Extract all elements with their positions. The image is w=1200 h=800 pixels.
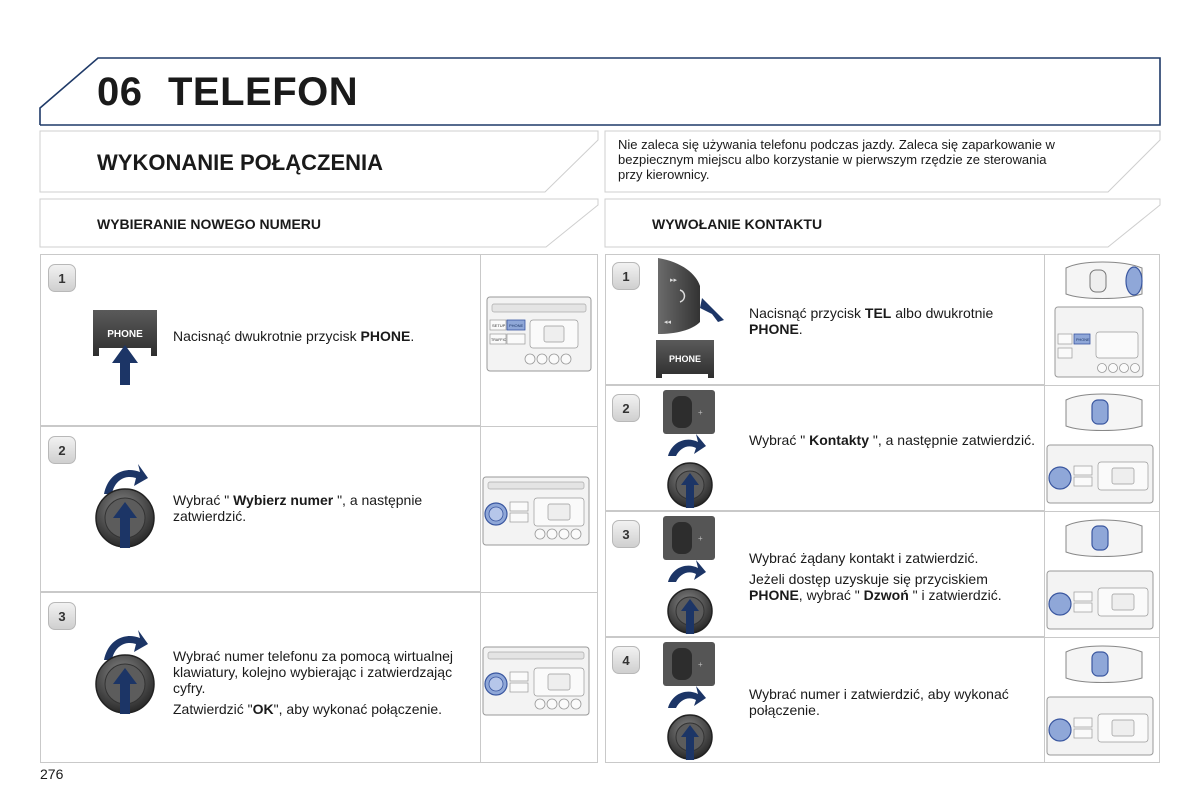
step-badge-3: 3	[612, 520, 640, 548]
warning-text: Nie zaleca się używania telefonu podczas jazdy. Zaleca się zaparkowanie w bezpiecznym miejscu albo korzystanie w pierwszym rzędzie ze sterowania przy kierownicy.	[618, 137, 1055, 182]
svg-text:PHONE: PHONE	[107, 329, 143, 340]
steering-control-thumbnail	[1062, 390, 1146, 434]
left-step-1-text: Nacisnąć dwukrotnie przycisk PHONE.	[173, 328, 415, 344]
chapter-title: TELEFON	[168, 70, 359, 114]
step-badge-1: 1	[48, 264, 76, 292]
steering-control-thumbnail	[1062, 258, 1146, 302]
right-step-1-text: Nacisnąć przycisk TEL albo dwukrotnie PHONE.	[749, 305, 994, 337]
step-badge-2: 2	[48, 436, 76, 464]
jog-dial-and-knob-icon	[660, 388, 720, 510]
left-step-2-text: Wybrać " Wybierz numer ", a następnie zatwierdzić.	[173, 492, 423, 524]
jog-dial-and-knob-icon	[660, 640, 720, 762]
svg-text:+: +	[698, 534, 703, 543]
svg-text:+: +	[698, 408, 703, 417]
left-step-3-text: Wybrać numer telefonu za pomocą wirtualnej klawiatury, kolejno wybierając i zatwierdzając cyfry. Zatwierdzić "OK", aby wykonać połączenie.	[173, 648, 454, 717]
step-badge-2: 2	[612, 394, 640, 422]
radio-panel-knob-thumbnail	[1046, 570, 1156, 632]
left-subsection-title: WYBIERANIE NOWEGO NUMERU	[97, 216, 321, 232]
step-badge-1: 1	[612, 262, 640, 290]
svg-text:PHONE: PHONE	[509, 323, 524, 328]
svg-text:+: +	[698, 660, 703, 669]
svg-text:◂◂: ◂◂	[664, 319, 672, 326]
radio-panel-phone-thumbnail	[486, 296, 592, 372]
right-subsection-title: WYWOŁANIE KONTAKTU	[652, 216, 823, 232]
step-badge-3: 3	[48, 602, 76, 630]
right-step-4-text: Wybrać numer i zatwierdzić, aby wykonać połączenie.	[749, 686, 1009, 718]
chapter-number: 06	[97, 70, 143, 114]
step-badge-4: 4	[612, 646, 640, 674]
rotary-knob-icon	[88, 460, 168, 560]
radio-panel-phone-thumbnail	[1054, 306, 1144, 378]
svg-text:PHONE: PHONE	[668, 354, 702, 364]
radio-panel-knob-thumbnail	[482, 476, 592, 548]
svg-text:TRAFFIC: TRAFFIC	[491, 338, 507, 342]
rotary-knob-icon	[88, 626, 168, 726]
svg-text:▸▸: ▸▸	[670, 277, 678, 284]
radio-panel-knob-thumbnail	[1046, 444, 1156, 506]
svg-text:PHONE: PHONE	[1076, 338, 1090, 342]
phone-button-press-icon	[85, 300, 165, 390]
svg-text:SETUP: SETUP	[492, 323, 506, 328]
radio-panel-knob-thumbnail	[1046, 696, 1156, 758]
steering-control-thumbnail	[1062, 642, 1146, 686]
steering-tel-and-phone-button-icon	[652, 256, 730, 384]
jog-dial-and-knob-icon	[660, 514, 720, 636]
right-step-3-text: Wybrać żądany kontakt i zatwierdzić. Jeżeli dostęp uzyskuje się przyciskiem PHONE, wybrać " Dzwoń " i zatwierdzić.	[749, 550, 1002, 603]
steering-control-thumbnail	[1062, 516, 1146, 560]
page-number: 276	[40, 766, 64, 782]
right-step-2-text: Wybrać " Kontakty ", a następnie zatwierdzić.	[749, 432, 1036, 448]
radio-panel-knob-thumbnail	[482, 646, 592, 718]
section-title: WYKONANIE POŁĄCZENIA	[97, 150, 383, 175]
